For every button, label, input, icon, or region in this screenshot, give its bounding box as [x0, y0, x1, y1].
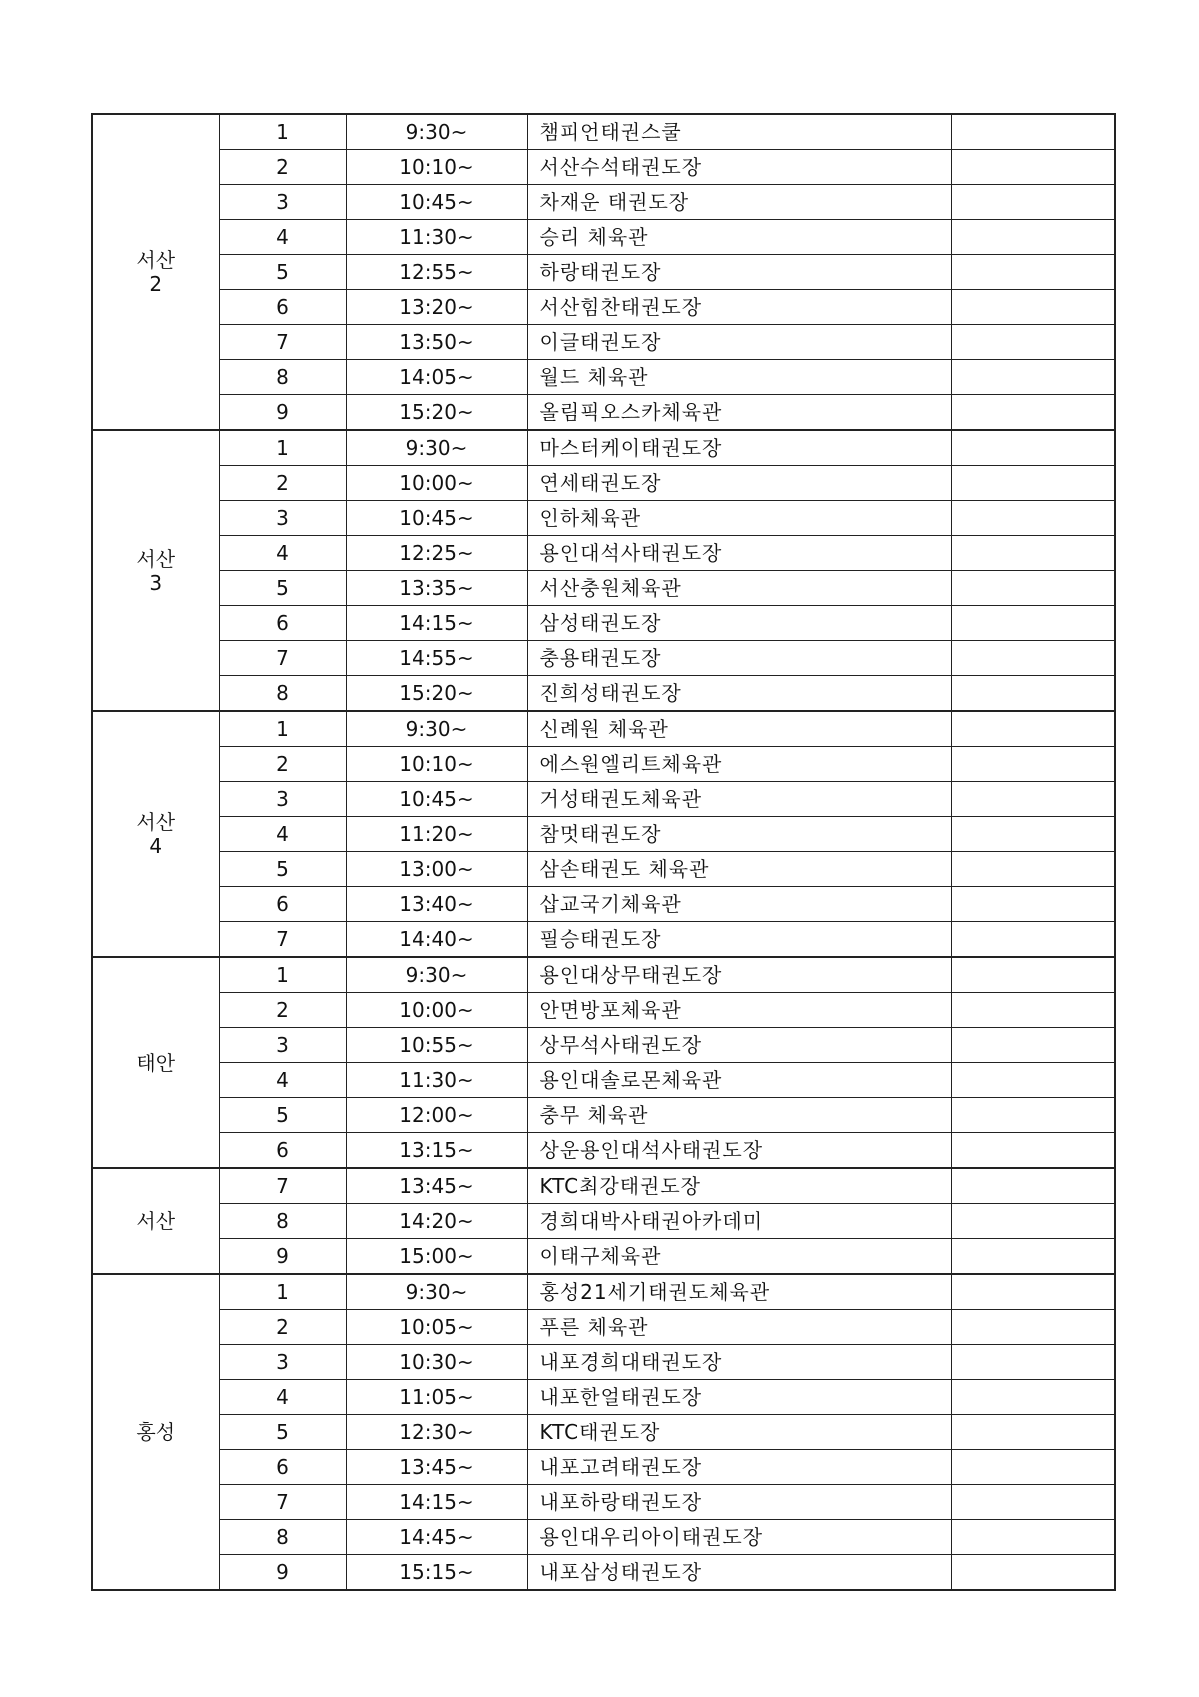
- gym-name: 서산수석태권도장: [527, 150, 951, 185]
- table-row: [92, 255, 1115, 290]
- gym-name: 내포삼성태권도장: [527, 1555, 951, 1591]
- order-number: 8: [219, 1520, 346, 1555]
- remarks-cell: [951, 571, 1115, 606]
- remarks-cell: [951, 676, 1115, 712]
- gym-name: KTC태권도장: [527, 1415, 951, 1450]
- table-row: [92, 1204, 1115, 1239]
- order-number: 1: [219, 1274, 346, 1310]
- order-number: 4: [219, 817, 346, 852]
- start-time: 9:30~: [346, 957, 527, 993]
- gym-name: KTC최강태권도장: [527, 1168, 951, 1204]
- remarks-cell: [951, 501, 1115, 536]
- table-row: [92, 1028, 1115, 1063]
- remarks-cell: [951, 1555, 1115, 1591]
- start-time: 10:45~: [346, 782, 527, 817]
- gym-name: 연세태권도장: [527, 466, 951, 501]
- order-number: 2: [219, 466, 346, 501]
- remarks-cell: [951, 887, 1115, 922]
- gym-name: 홍성21세기태권도체육관: [527, 1274, 951, 1310]
- region-cell: [92, 430, 219, 711]
- table-row: [92, 711, 1115, 747]
- gym-name: 상무석사태권도장: [527, 1028, 951, 1063]
- remarks-cell: [951, 1168, 1115, 1204]
- start-time: 10:05~: [346, 1310, 527, 1345]
- region-label-line: 서산: [136, 810, 176, 834]
- start-time: 13:20~: [346, 290, 527, 325]
- region-label-line: 서산: [136, 1209, 176, 1233]
- remarks-cell: [951, 1063, 1115, 1098]
- remarks-cell: [951, 466, 1115, 501]
- remarks-cell: [951, 606, 1115, 641]
- table-row: [92, 1274, 1115, 1310]
- start-time: 10:45~: [346, 185, 527, 220]
- gym-name: 서산충원체육관: [527, 571, 951, 606]
- start-time: 10:00~: [346, 466, 527, 501]
- gym-name: 내포경희대태권도장: [527, 1345, 951, 1380]
- remarks-cell: [951, 325, 1115, 360]
- start-time: 13:50~: [346, 325, 527, 360]
- gym-name: 올림픽오스카체육관: [527, 395, 951, 431]
- region-label-line: 태안: [136, 1050, 176, 1075]
- gym-name: 필승태권도장: [527, 922, 951, 958]
- gym-name: 이태구체육관: [527, 1239, 951, 1275]
- table-row: [92, 887, 1115, 922]
- start-time: 9:30~: [346, 711, 527, 747]
- region-label-line: 4: [149, 834, 163, 858]
- gym-name: 마스터케이태권도장: [527, 430, 951, 466]
- remarks-cell: [951, 922, 1115, 958]
- table-row: [92, 1098, 1115, 1133]
- region-label-line: 서산: [136, 248, 176, 272]
- remarks-cell: [951, 711, 1115, 747]
- start-time: 10:10~: [346, 150, 527, 185]
- table-row: [92, 430, 1115, 466]
- start-time: 13:15~: [346, 1133, 527, 1169]
- gym-name: 월드 체육관: [527, 360, 951, 395]
- start-time: 14:55~: [346, 641, 527, 676]
- table-row: [92, 1485, 1115, 1520]
- remarks-cell: [951, 430, 1115, 466]
- gym-name: 용인대석사태권도장: [527, 536, 951, 571]
- remarks-cell: [951, 1345, 1115, 1380]
- start-time: 13:45~: [346, 1168, 527, 1204]
- start-time: 11:30~: [346, 220, 527, 255]
- start-time: 15:00~: [346, 1239, 527, 1275]
- gym-name: 참멋태권도장: [527, 817, 951, 852]
- order-number: 1: [219, 711, 346, 747]
- gym-name: 안면방포체육관: [527, 993, 951, 1028]
- gym-name: 내포고려태권도장: [527, 1450, 951, 1485]
- order-number: 3: [219, 1028, 346, 1063]
- remarks-cell: [951, 993, 1115, 1028]
- table-row: [92, 466, 1115, 501]
- order-number: 9: [219, 1555, 346, 1591]
- remarks-cell: [951, 1450, 1115, 1485]
- order-number: 7: [219, 1485, 346, 1520]
- order-number: 3: [219, 782, 346, 817]
- order-number: 6: [219, 606, 346, 641]
- gym-name: 내포하랑태권도장: [527, 1485, 951, 1520]
- start-time: 10:45~: [346, 501, 527, 536]
- remarks-cell: [951, 641, 1115, 676]
- order-number: 1: [219, 430, 346, 466]
- order-number: 4: [219, 1063, 346, 1098]
- gym-name: 인하체육관: [527, 501, 951, 536]
- order-number: 4: [219, 220, 346, 255]
- region-cell: [92, 957, 219, 1168]
- gym-name: 서산힘찬태권도장: [527, 290, 951, 325]
- table-row: [92, 1345, 1115, 1380]
- gym-name: 용인대솔로몬체육관: [527, 1063, 951, 1098]
- order-number: 4: [219, 1380, 346, 1415]
- region-cell: [92, 114, 219, 430]
- remarks-cell: [951, 1204, 1115, 1239]
- start-time: 13:40~: [346, 887, 527, 922]
- table-row: [92, 1555, 1115, 1591]
- table-row: [92, 220, 1115, 255]
- order-number: 4: [219, 536, 346, 571]
- start-time: 14:05~: [346, 360, 527, 395]
- start-time: 14:15~: [346, 606, 527, 641]
- gym-name: 이글태권도장: [527, 325, 951, 360]
- order-number: 3: [219, 1345, 346, 1380]
- order-number: 3: [219, 185, 346, 220]
- remarks-cell: [951, 852, 1115, 887]
- table-row: [92, 782, 1115, 817]
- order-number: 1: [219, 957, 346, 993]
- order-number: 1: [219, 114, 346, 150]
- gym-name: 승리 체육관: [527, 220, 951, 255]
- table-row: [92, 957, 1115, 993]
- table-row: [92, 922, 1115, 958]
- gym-name: 진희성태권도장: [527, 676, 951, 712]
- order-number: 8: [219, 360, 346, 395]
- table-row: [92, 571, 1115, 606]
- remarks-cell: [951, 957, 1115, 993]
- table-row: [92, 536, 1115, 571]
- start-time: 14:20~: [346, 1204, 527, 1239]
- remarks-cell: [951, 1133, 1115, 1169]
- remarks-cell: [951, 747, 1115, 782]
- table-row: [92, 852, 1115, 887]
- start-time: 11:30~: [346, 1063, 527, 1098]
- table-row: [92, 1380, 1115, 1415]
- gym-name: 상운용인대석사태권도장: [527, 1133, 951, 1169]
- order-number: 6: [219, 1450, 346, 1485]
- order-number: 5: [219, 852, 346, 887]
- start-time: 15:15~: [346, 1555, 527, 1591]
- remarks-cell: [951, 536, 1115, 571]
- order-number: 2: [219, 1310, 346, 1345]
- region-cell: [92, 1168, 219, 1274]
- gym-name: 충무 체육관: [527, 1098, 951, 1133]
- order-number: 6: [219, 887, 346, 922]
- remarks-cell: [951, 1098, 1115, 1133]
- remarks-cell: [951, 395, 1115, 431]
- gym-name: 용인대상무태권도장: [527, 957, 951, 993]
- remarks-cell: [951, 817, 1115, 852]
- order-number: 5: [219, 1415, 346, 1450]
- table-row: [92, 1520, 1115, 1555]
- region-label-line: 3: [149, 570, 163, 595]
- table-row: [92, 185, 1115, 220]
- order-number: 6: [219, 1133, 346, 1169]
- remarks-cell: [951, 290, 1115, 325]
- remarks-cell: [951, 255, 1115, 290]
- start-time: 15:20~: [346, 395, 527, 431]
- gym-name: 에스원엘리트체육관: [527, 747, 951, 782]
- start-time: 12:00~: [346, 1098, 527, 1133]
- order-number: 7: [219, 641, 346, 676]
- order-number: 7: [219, 325, 346, 360]
- region-cell: [92, 711, 219, 957]
- region-label-line: 2: [149, 272, 163, 296]
- order-number: 8: [219, 676, 346, 712]
- table-row: [92, 1133, 1115, 1169]
- order-number: 3: [219, 501, 346, 536]
- start-time: 14:40~: [346, 922, 527, 958]
- table-row: [92, 1239, 1115, 1275]
- table-row: [92, 325, 1115, 360]
- table-row: [92, 1450, 1115, 1485]
- start-time: 10:00~: [346, 993, 527, 1028]
- order-number: 5: [219, 571, 346, 606]
- schedule-table: [91, 113, 1116, 1591]
- start-time: 13:00~: [346, 852, 527, 887]
- gym-name: 거성태권도체육관: [527, 782, 951, 817]
- start-time: 13:45~: [346, 1450, 527, 1485]
- table-row: [92, 1310, 1115, 1345]
- gym-name: 삽교국기체육관: [527, 887, 951, 922]
- order-number: 2: [219, 150, 346, 185]
- start-time: 10:10~: [346, 747, 527, 782]
- start-time: 10:30~: [346, 1345, 527, 1380]
- start-time: 13:35~: [346, 571, 527, 606]
- start-time: 10:55~: [346, 1028, 527, 1063]
- remarks-cell: [951, 1380, 1115, 1415]
- start-time: 12:25~: [346, 536, 527, 571]
- remarks-cell: [951, 1274, 1115, 1310]
- gym-name: 충용태권도장: [527, 641, 951, 676]
- remarks-cell: [951, 360, 1115, 395]
- remarks-cell: [951, 114, 1115, 150]
- table-row: [92, 1168, 1115, 1204]
- start-time: 11:20~: [346, 817, 527, 852]
- start-time: 14:15~: [346, 1485, 527, 1520]
- remarks-cell: [951, 1239, 1115, 1275]
- start-time: 11:05~: [346, 1380, 527, 1415]
- order-number: 2: [219, 993, 346, 1028]
- table-row: [92, 817, 1115, 852]
- gym-name: 차재운 태권도장: [527, 185, 951, 220]
- remarks-cell: [951, 1415, 1115, 1450]
- remarks-cell: [951, 185, 1115, 220]
- order-number: 9: [219, 1239, 346, 1275]
- order-number: 7: [219, 922, 346, 958]
- start-time: 12:55~: [346, 255, 527, 290]
- gym-name: 내포한얼태권도장: [527, 1380, 951, 1415]
- gym-name: 용인대우리아이태권도장: [527, 1520, 951, 1555]
- start-time: 9:30~: [346, 1274, 527, 1310]
- order-number: 5: [219, 255, 346, 290]
- order-number: 5: [219, 1098, 346, 1133]
- table-row: [92, 1415, 1115, 1450]
- table-row: [92, 1063, 1115, 1098]
- order-number: 7: [219, 1168, 346, 1204]
- gym-name: 하랑태권도장: [527, 255, 951, 290]
- gym-name: 경희대박사태권아카데미: [527, 1204, 951, 1239]
- gym-name: 챔피언태권스쿨: [527, 114, 951, 150]
- remarks-cell: [951, 1485, 1115, 1520]
- remarks-cell: [951, 150, 1115, 185]
- region-cell: [92, 1274, 219, 1590]
- remarks-cell: [951, 1310, 1115, 1345]
- remarks-cell: [951, 220, 1115, 255]
- table-row: [92, 501, 1115, 536]
- start-time: 9:30~: [346, 430, 527, 466]
- table-row: [92, 606, 1115, 641]
- gym-name: 삼성태권도장: [527, 606, 951, 641]
- order-number: 8: [219, 1204, 346, 1239]
- remarks-cell: [951, 1520, 1115, 1555]
- start-time: 14:45~: [346, 1520, 527, 1555]
- start-time: 9:30~: [346, 114, 527, 150]
- schedule-table-body: [92, 114, 1115, 1590]
- gym-name: 푸른 체육관: [527, 1310, 951, 1345]
- gym-name: 신례원 체육관: [527, 711, 951, 747]
- order-number: 6: [219, 290, 346, 325]
- region-label-line: 서산: [136, 546, 176, 571]
- region-label-line: 홍성: [136, 1420, 176, 1444]
- table-row: [92, 395, 1115, 431]
- start-time: 12:30~: [346, 1415, 527, 1450]
- table-row: [92, 114, 1115, 150]
- table-row: [92, 290, 1115, 325]
- table-row: [92, 641, 1115, 676]
- table-row: [92, 150, 1115, 185]
- order-number: 2: [219, 747, 346, 782]
- table-row: [92, 993, 1115, 1028]
- remarks-cell: [951, 1028, 1115, 1063]
- gym-name: 삼손태권도 체육관: [527, 852, 951, 887]
- table-row: [92, 747, 1115, 782]
- remarks-cell: [951, 782, 1115, 817]
- table-row: [92, 360, 1115, 395]
- table-row: [92, 676, 1115, 712]
- start-time: 15:20~: [346, 676, 527, 712]
- order-number: 9: [219, 395, 346, 431]
